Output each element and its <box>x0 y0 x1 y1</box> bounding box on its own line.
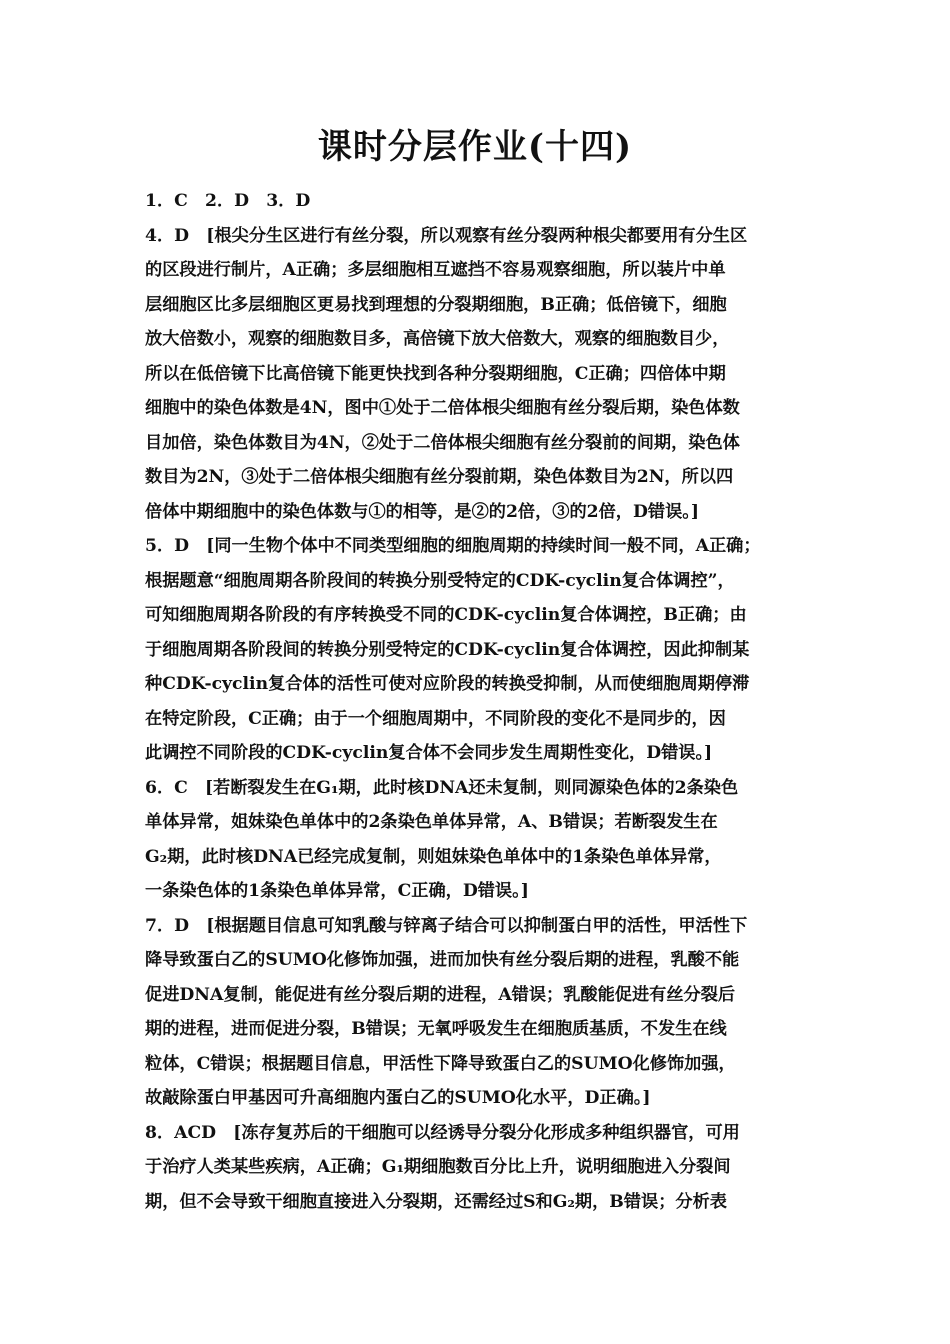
text-line: 5．D [同一生物个体中不同类型细胞的细胞周期的持续时间一般不同，A正确； <box>145 536 761 556</box>
text-line: 一条染色体的1条染色单体异常，C正确，D错误。] <box>145 881 529 901</box>
text-line: 的区段进行制片，A正确；多层细胞相互遮挡不容易观察细胞，所以装片中单 <box>145 260 726 280</box>
text-line: 于治疗人类某些疾病，A正确；G₁期细胞数百分比上升，说明细胞进入分裂间 <box>145 1157 731 1177</box>
text-line: 根据题意“细胞周期各阶段间的转换分别受特定的CDK-cyclin复合体调控”， <box>145 570 735 591</box>
text-line: 期的进程，进而促进分裂，B错误；无氧呼吸发生在细胞质基质，不发生在线 <box>145 1019 727 1039</box>
text-line: 期，但不会导致干细胞直接进入分裂期，还需经过S和G₂期，B错误；分析表 <box>145 1191 727 1212</box>
text-line: 此调控不同阶段的CDK-cyclin复合体不会同步发生周期性变化，D错误。] <box>145 743 713 763</box>
text-line: 故敲除蛋白甲基因可升高细胞内蛋白乙的SUMO化水平，D正确。] <box>145 1088 651 1108</box>
text-line: 目加倍，染色体数目为4N，②处于二倍体根尖细胞有丝分裂前的间期，染色体 <box>145 432 740 453</box>
text-line: 数目为2N，③处于二倍体根尖细胞有丝分裂前期，染色体数目为2N，所以四 <box>145 467 734 487</box>
text-line: 粒体，C错误；根据题目信息，甲活性下降导致蛋白乙的SUMO化修饰加强， <box>145 1053 736 1074</box>
text-line: 放大倍数小，观察的细胞数目多，高倍镜下放大倍数大，观察的细胞数目少， <box>145 329 730 349</box>
text-line: 1．C 2．D 3．D <box>145 191 311 211</box>
text-line: 4．D [根尖分生区进行有丝分裂，所以观察有丝分裂两种根尖都要用有分生区 <box>145 225 748 246</box>
text-line: 可知细胞周期各阶段的有序转换受不同的CDK-cyclin复合体调控，B正确；由 <box>145 605 747 625</box>
text-line: 于细胞周期各阶段间的转换分别受特定的CDK-cyclin复合体调控，因此抑制某 <box>145 639 750 660</box>
text-line: 细胞中的染色体数是4N，图中①处于二倍体根尖细胞有丝分裂后期，染色体数 <box>145 398 740 418</box>
text-line: 单体异常，姐妹染色单体中的2条染色单体异常，A、B错误；若断裂发生在 <box>145 812 718 832</box>
answer-content <box>145 184 817 1219</box>
text-line: 7．D [根据题目信息可知乳酸与锌离子结合可以抑制蛋白甲的活性，甲活性下 <box>145 915 748 936</box>
text-line: 倍体中期细胞中的染色体数与①的相等，是②的2倍，③的2倍，D错误。] <box>145 501 699 522</box>
text-line: 层细胞区比多层细胞区更易找到理想的分裂期细胞，B正确；低倍镜下，细胞 <box>145 294 727 315</box>
text-line: 在特定阶段，C正确；由于一个细胞周期中，不同阶段的变化不是同步的，因 <box>145 708 726 729</box>
text-line: 8．ACD [冻存复苏后的干细胞可以经诱导分裂分化形成多种组织器官，可用 <box>145 1122 740 1143</box>
text-line: 种CDK-cyclin复合体的活性可使对应阶段的转换受抑制，从而使细胞周期停滞 <box>145 674 750 694</box>
text-line: 所以在低倍镜下比高倍镜下能更快找到各种分裂期细胞，C正确；四倍体中期 <box>145 363 726 384</box>
text-line: 6．C [若断裂发生在G₁期，此时核DNA还未复制，则同源染色体的2条染色 <box>145 777 739 798</box>
page-title: 课时分层作业(十四) <box>317 127 633 167</box>
text-line: 促进DNA复制，能促进有丝分裂后期的进程，A错误；乳酸能促进有丝分裂后 <box>145 984 736 1005</box>
text-line: 降导致蛋白乙的SUMO化修饰加强，进而加快有丝分裂后期的进程，乳酸不能 <box>145 950 740 970</box>
text-line: G₂期，此时核DNA已经完成复制，则姐妹染色单体中的1条染色单体异常， <box>145 846 722 867</box>
